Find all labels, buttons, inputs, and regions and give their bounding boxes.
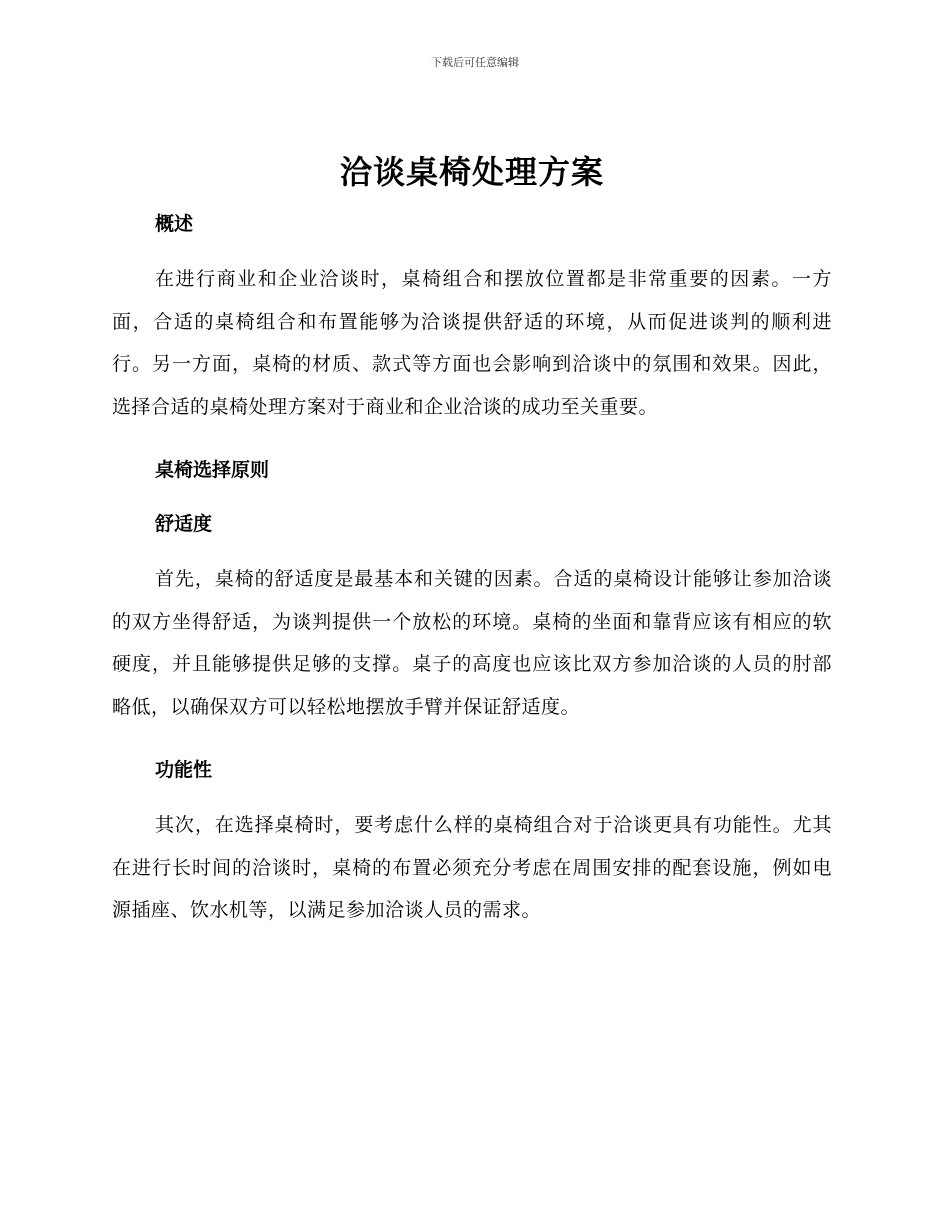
section-heading-overview: 概述 [155,213,194,235]
document-page [112,148,832,932]
header-note: 下载后可任意编辑 [431,56,519,69]
section-heading-selection-principles: 桌椅选择原则 [155,459,270,481]
section-heading-functionality: 功能性 [155,759,213,781]
document-title: 洽谈桌椅处理方案 [339,153,604,191]
section-paragraph-comfort: 首先，桌椅的舒适度是最基本和关键的因素。合适的桌椅设计能够让参加洽谈的双方坐得舒适，为谈判提供一个放松的环境。桌椅的坐面和靠背应该有相应的软硬度，并且能够提供足够的支撑。桌子的高度也应该比双方参加洽谈的人员的肘部略低，以确保双方可以轻松地摆放手臂并保证舒适度。 [112,568,832,718]
section-paragraph-functionality: 其次，在选择桌椅时，要考虑什么样的桌椅组合对于洽谈更具有功能性。尤其在进行长时间的洽谈时，桌椅的布置必须充分考虑在周围安排的配套设施，例如电源插座、饮水机等，以满足参加洽谈人员的需求。 [112,814,832,921]
section-heading-comfort: 舒适度 [155,513,213,535]
section-paragraph-overview: 在进行商业和企业洽谈时，桌椅组合和摆放位置都是非常重要的因素。一方面，合适的桌椅组合和布置能够为洽谈提供舒适的环境，从而促进谈判的顺利进行。另一方面，桌椅的材质、款式等方面也会影响到洽谈中的氛围和效果。因此，选择合适的桌椅处理方案对于商业和企业洽谈的成功至关重要。 [112,268,832,418]
